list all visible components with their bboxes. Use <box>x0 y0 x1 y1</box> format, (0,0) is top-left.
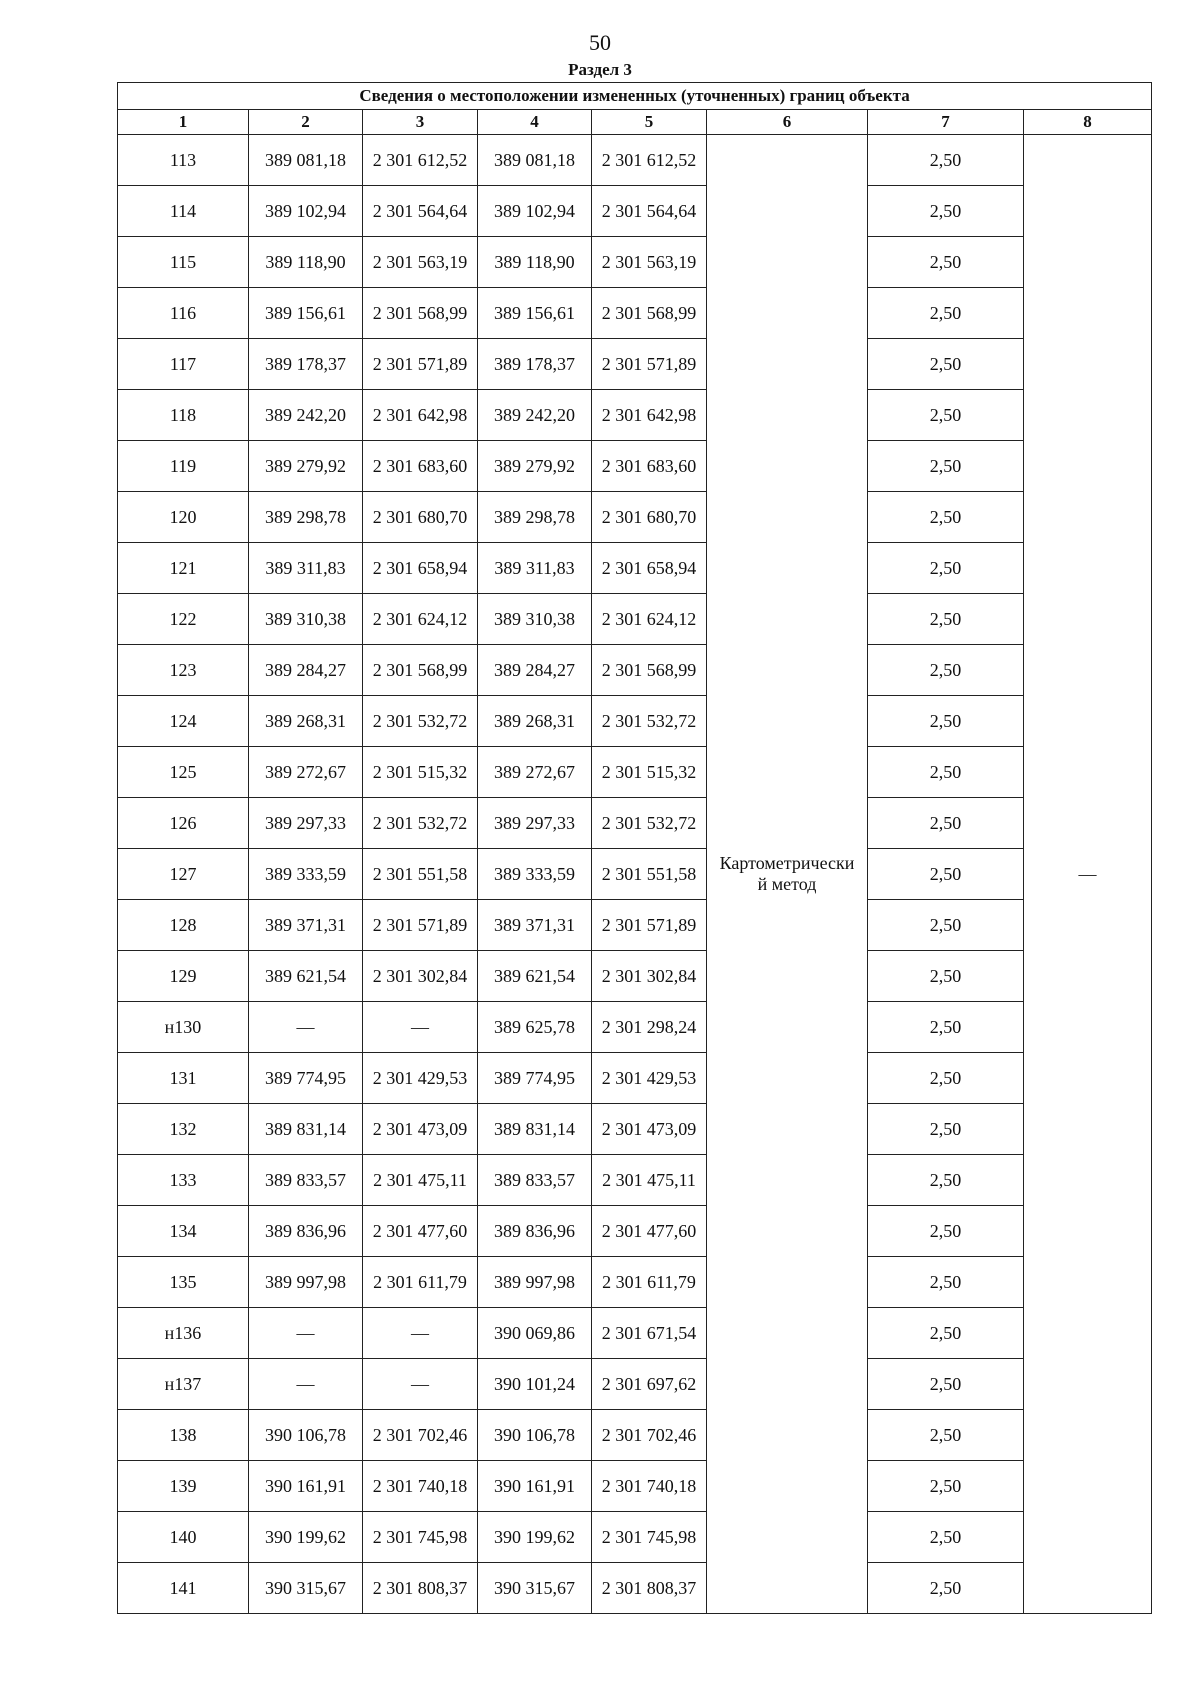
y-new-cell: 2 301 740,18 <box>592 1461 707 1512</box>
point-cell: 122 <box>118 594 249 645</box>
accuracy-cell: 2,50 <box>868 1512 1024 1563</box>
table-row <box>118 798 1152 849</box>
accuracy-cell: 2,50 <box>868 1104 1024 1155</box>
x-new-cell: 389 279,92 <box>478 441 592 492</box>
y-old-cell: 2 301 745,98 <box>363 1512 478 1563</box>
y-old-cell: 2 301 302,84 <box>363 951 478 1002</box>
column-number: 6 <box>707 110 868 135</box>
x-new-cell: 389 774,95 <box>478 1053 592 1104</box>
point-cell: 131 <box>118 1053 249 1104</box>
column-number: 2 <box>249 110 363 135</box>
y-old-cell: 2 301 429,53 <box>363 1053 478 1104</box>
x-old-cell: 389 333,59 <box>249 849 363 900</box>
y-new-cell: 2 301 683,60 <box>592 441 707 492</box>
x-old-cell: 389 371,31 <box>249 900 363 951</box>
y-new-cell: 2 301 611,79 <box>592 1257 707 1308</box>
accuracy-cell: 2,50 <box>868 594 1024 645</box>
x-old-cell: 390 106,78 <box>249 1410 363 1461</box>
x-old-cell: 390 161,91 <box>249 1461 363 1512</box>
x-new-cell: 390 315,67 <box>478 1563 592 1614</box>
table-row <box>118 135 1152 186</box>
table-row <box>118 951 1152 1002</box>
x-old-cell: 389 279,92 <box>249 441 363 492</box>
y-new-cell: 2 301 302,84 <box>592 951 707 1002</box>
x-new-cell: 389 178,37 <box>478 339 592 390</box>
point-cell: 120 <box>118 492 249 543</box>
point-cell: 141 <box>118 1563 249 1614</box>
x-new-cell: 389 284,27 <box>478 645 592 696</box>
table-row <box>118 1563 1152 1614</box>
point-cell: 125 <box>118 747 249 798</box>
x-new-cell: 390 069,86 <box>478 1308 592 1359</box>
y-old-cell: 2 301 563,19 <box>363 237 478 288</box>
x-new-cell: 389 310,38 <box>478 594 592 645</box>
point-cell: 115 <box>118 237 249 288</box>
y-old-cell: 2 301 477,60 <box>363 1206 478 1257</box>
column-number: 4 <box>478 110 592 135</box>
y-new-cell: 2 301 808,37 <box>592 1563 707 1614</box>
y-new-cell: 2 301 564,64 <box>592 186 707 237</box>
x-new-cell: 389 333,59 <box>478 849 592 900</box>
point-cell: 127 <box>118 849 249 900</box>
x-old-cell: 390 315,67 <box>249 1563 363 1614</box>
y-new-cell: 2 301 298,24 <box>592 1002 707 1053</box>
accuracy-cell: 2,50 <box>868 1308 1024 1359</box>
column-number: 3 <box>363 110 478 135</box>
point-cell: 121 <box>118 543 249 594</box>
table-row <box>118 1155 1152 1206</box>
y-old-cell: 2 301 624,12 <box>363 594 478 645</box>
x-new-cell: 390 161,91 <box>478 1461 592 1512</box>
y-new-cell: 2 301 680,70 <box>592 492 707 543</box>
x-new-cell: 389 156,61 <box>478 288 592 339</box>
method-text-line: Картометрически <box>719 853 855 873</box>
x-new-cell: 390 106,78 <box>478 1410 592 1461</box>
accuracy-cell: 2,50 <box>868 747 1024 798</box>
x-new-cell: 389 242,20 <box>478 390 592 441</box>
point-cell: 128 <box>118 900 249 951</box>
table-row <box>118 900 1152 951</box>
y-old-cell: 2 301 568,99 <box>363 645 478 696</box>
accuracy-cell: 2,50 <box>868 1257 1024 1308</box>
point-cell: 116 <box>118 288 249 339</box>
y-old-cell: 2 301 568,99 <box>363 288 478 339</box>
x-new-cell: 389 297,33 <box>478 798 592 849</box>
table-row <box>118 543 1152 594</box>
y-old-cell: — <box>363 1359 478 1410</box>
y-new-cell: 2 301 624,12 <box>592 594 707 645</box>
accuracy-cell: 2,50 <box>868 1359 1024 1410</box>
point-cell: 135 <box>118 1257 249 1308</box>
y-new-cell: 2 301 532,72 <box>592 798 707 849</box>
x-old-cell: 389 102,94 <box>249 186 363 237</box>
accuracy-cell: 2,50 <box>868 1563 1024 1614</box>
table-row <box>118 390 1152 441</box>
column-number: 1 <box>118 110 249 135</box>
point-cell: 139 <box>118 1461 249 1512</box>
table-row <box>118 1461 1152 1512</box>
x-new-cell: 389 102,94 <box>478 186 592 237</box>
point-cell: н137 <box>118 1359 249 1410</box>
y-old-cell: 2 301 680,70 <box>363 492 478 543</box>
point-cell: 118 <box>118 390 249 441</box>
x-new-cell: 389 836,96 <box>478 1206 592 1257</box>
table-row <box>118 849 1152 900</box>
table-row <box>118 1002 1152 1053</box>
table-row <box>118 288 1152 339</box>
x-old-cell: 389 774,95 <box>249 1053 363 1104</box>
accuracy-cell: 2,50 <box>868 390 1024 441</box>
table-row <box>118 1359 1152 1410</box>
y-old-cell: 2 301 551,58 <box>363 849 478 900</box>
y-old-cell: 2 301 515,32 <box>363 747 478 798</box>
y-old-cell: 2 301 702,46 <box>363 1410 478 1461</box>
y-new-cell: 2 301 658,94 <box>592 543 707 594</box>
column-number: 7 <box>868 110 1024 135</box>
y-old-cell: 2 301 475,11 <box>363 1155 478 1206</box>
table-row <box>118 1308 1152 1359</box>
x-new-cell: 389 118,90 <box>478 237 592 288</box>
boundary-coordinates-table <box>117 82 1152 1614</box>
table-body <box>118 135 1152 1614</box>
y-new-cell: 2 301 702,46 <box>592 1410 707 1461</box>
point-cell: 140 <box>118 1512 249 1563</box>
y-new-cell: 2 301 532,72 <box>592 696 707 747</box>
column-number: 5 <box>592 110 707 135</box>
accuracy-cell: 2,50 <box>868 696 1024 747</box>
x-old-cell: — <box>249 1359 363 1410</box>
accuracy-cell: 2,50 <box>868 237 1024 288</box>
y-new-cell: 2 301 745,98 <box>592 1512 707 1563</box>
x-old-cell: 389 298,78 <box>249 492 363 543</box>
accuracy-cell: 2,50 <box>868 1206 1024 1257</box>
y-new-cell: 2 301 612,52 <box>592 135 707 186</box>
accuracy-cell: 2,50 <box>868 645 1024 696</box>
x-old-cell: 389 311,83 <box>249 543 363 594</box>
table-row <box>118 594 1152 645</box>
x-new-cell: 389 268,31 <box>478 696 592 747</box>
x-new-cell: 389 833,57 <box>478 1155 592 1206</box>
point-cell: 138 <box>118 1410 249 1461</box>
accuracy-cell: 2,50 <box>868 135 1024 186</box>
y-old-cell: 2 301 611,79 <box>363 1257 478 1308</box>
point-cell: 132 <box>118 1104 249 1155</box>
x-old-cell: 389 272,67 <box>249 747 363 798</box>
y-old-cell: 2 301 642,98 <box>363 390 478 441</box>
page-number: 50 <box>589 30 611 55</box>
x-new-cell: 389 298,78 <box>478 492 592 543</box>
table-caption: Сведения о местоположении измененных (уточненных) границ объекта <box>118 83 1152 110</box>
x-old-cell: 390 199,62 <box>249 1512 363 1563</box>
point-cell: 124 <box>118 696 249 747</box>
x-old-cell: 389 156,61 <box>249 288 363 339</box>
x-old-cell: 389 833,57 <box>249 1155 363 1206</box>
table-row <box>118 1053 1152 1104</box>
method-cell <box>707 135 868 1614</box>
x-old-cell: 389 242,20 <box>249 390 363 441</box>
point-cell: 133 <box>118 1155 249 1206</box>
x-new-cell: 389 272,67 <box>478 747 592 798</box>
point-cell: 119 <box>118 441 249 492</box>
x-old-cell: 389 284,27 <box>249 645 363 696</box>
column-8-cell: — <box>1024 135 1152 1614</box>
point-cell: 123 <box>118 645 249 696</box>
x-new-cell: 389 997,98 <box>478 1257 592 1308</box>
table-row <box>118 1206 1152 1257</box>
x-old-cell: — <box>249 1308 363 1359</box>
y-new-cell: 2 301 515,32 <box>592 747 707 798</box>
table-row <box>118 339 1152 390</box>
x-new-cell: 389 311,83 <box>478 543 592 594</box>
table-row <box>118 441 1152 492</box>
x-new-cell: 390 199,62 <box>478 1512 592 1563</box>
y-new-cell: 2 301 473,09 <box>592 1104 707 1155</box>
x-new-cell: 389 081,18 <box>478 135 592 186</box>
y-old-cell: 2 301 740,18 <box>363 1461 478 1512</box>
accuracy-cell: 2,50 <box>868 339 1024 390</box>
point-cell: 117 <box>118 339 249 390</box>
x-old-cell: 389 997,98 <box>249 1257 363 1308</box>
y-old-cell: 2 301 571,89 <box>363 900 478 951</box>
point-cell: 126 <box>118 798 249 849</box>
y-new-cell: 2 301 429,53 <box>592 1053 707 1104</box>
x-new-cell: 389 621,54 <box>478 951 592 1002</box>
accuracy-cell: 2,50 <box>868 1002 1024 1053</box>
x-old-cell: 389 836,96 <box>249 1206 363 1257</box>
x-new-cell: 389 831,14 <box>478 1104 592 1155</box>
table-row <box>118 1257 1152 1308</box>
method-text-line: й метод <box>757 874 817 894</box>
y-old-cell: 2 301 808,37 <box>363 1563 478 1614</box>
accuracy-cell: 2,50 <box>868 1410 1024 1461</box>
accuracy-cell: 2,50 <box>868 900 1024 951</box>
x-old-cell: 389 178,37 <box>249 339 363 390</box>
table-row <box>118 1104 1152 1155</box>
y-new-cell: 2 301 551,58 <box>592 849 707 900</box>
x-old-cell: 389 831,14 <box>249 1104 363 1155</box>
point-cell: 134 <box>118 1206 249 1257</box>
table-row <box>118 1410 1152 1461</box>
table-row <box>118 747 1152 798</box>
accuracy-cell: 2,50 <box>868 492 1024 543</box>
x-old-cell: 389 297,33 <box>249 798 363 849</box>
table-row <box>118 645 1152 696</box>
y-new-cell: 2 301 642,98 <box>592 390 707 441</box>
point-cell: 114 <box>118 186 249 237</box>
table-row <box>118 492 1152 543</box>
y-old-cell: 2 301 683,60 <box>363 441 478 492</box>
y-old-cell: 2 301 564,64 <box>363 186 478 237</box>
accuracy-cell: 2,50 <box>868 288 1024 339</box>
y-new-cell: 2 301 671,54 <box>592 1308 707 1359</box>
y-new-cell: 2 301 568,99 <box>592 288 707 339</box>
accuracy-cell: 2,50 <box>868 543 1024 594</box>
y-new-cell: 2 301 571,89 <box>592 900 707 951</box>
accuracy-cell: 2,50 <box>868 1155 1024 1206</box>
accuracy-cell: 2,50 <box>868 1053 1024 1104</box>
y-old-cell: — <box>363 1308 478 1359</box>
x-old-cell: 389 310,38 <box>249 594 363 645</box>
y-old-cell: 2 301 658,94 <box>363 543 478 594</box>
section-title: Раздел 3 <box>568 60 632 79</box>
x-old-cell: 389 621,54 <box>249 951 363 1002</box>
point-cell: 129 <box>118 951 249 1002</box>
table-row <box>118 237 1152 288</box>
y-old-cell: 2 301 532,72 <box>363 696 478 747</box>
y-new-cell: 2 301 571,89 <box>592 339 707 390</box>
y-new-cell: 2 301 697,62 <box>592 1359 707 1410</box>
x-old-cell: 389 268,31 <box>249 696 363 747</box>
y-old-cell: 2 301 612,52 <box>363 135 478 186</box>
point-cell: 113 <box>118 135 249 186</box>
point-cell: н136 <box>118 1308 249 1359</box>
table-row <box>118 186 1152 237</box>
accuracy-cell: 2,50 <box>868 441 1024 492</box>
y-old-cell: — <box>363 1002 478 1053</box>
y-old-cell: 2 301 532,72 <box>363 798 478 849</box>
y-old-cell: 2 301 571,89 <box>363 339 478 390</box>
accuracy-cell: 2,50 <box>868 849 1024 900</box>
table-row <box>118 1512 1152 1563</box>
x-new-cell: 389 371,31 <box>478 900 592 951</box>
x-old-cell: — <box>249 1002 363 1053</box>
x-new-cell: 389 625,78 <box>478 1002 592 1053</box>
y-new-cell: 2 301 568,99 <box>592 645 707 696</box>
y-new-cell: 2 301 475,11 <box>592 1155 707 1206</box>
point-cell: н130 <box>118 1002 249 1053</box>
y-new-cell: 2 301 477,60 <box>592 1206 707 1257</box>
table-row <box>118 696 1152 747</box>
accuracy-cell: 2,50 <box>868 951 1024 1002</box>
accuracy-cell: 2,50 <box>868 1461 1024 1512</box>
column-number: 8 <box>1024 110 1152 135</box>
accuracy-cell: 2,50 <box>868 186 1024 237</box>
y-old-cell: 2 301 473,09 <box>363 1104 478 1155</box>
y-new-cell: 2 301 563,19 <box>592 237 707 288</box>
x-new-cell: 390 101,24 <box>478 1359 592 1410</box>
x-old-cell: 389 118,90 <box>249 237 363 288</box>
x-old-cell: 389 081,18 <box>249 135 363 186</box>
accuracy-cell: 2,50 <box>868 798 1024 849</box>
